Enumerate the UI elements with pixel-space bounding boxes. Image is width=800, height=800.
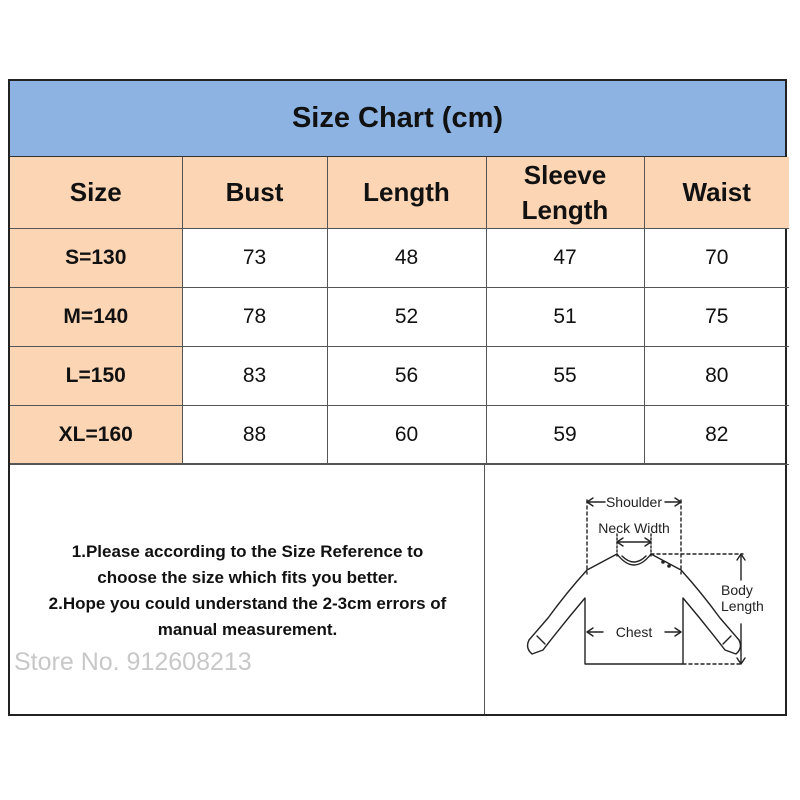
store-watermark: Store No. 912608213 [14,648,252,676]
label-length: Length [721,598,764,614]
bust-cell: 78 [182,288,327,347]
waist-cell: 80 [644,347,789,406]
table-row [10,347,789,406]
sleeve-cell: 59 [486,406,644,465]
bust-cell: 83 [182,347,327,406]
table-row [10,288,789,347]
header-size: Size [10,157,182,229]
size-cell: M=140 [10,288,182,347]
note-line: manual measurement. [157,620,338,639]
measurement-diagram [485,464,785,714]
sweater-diagram-svg [485,464,785,715]
sleeve-cell: 51 [486,288,644,347]
size-table [10,157,789,465]
length-cell: 52 [327,288,486,347]
label-body: Body [721,582,753,598]
size-chart [8,79,787,716]
chart-title: Size Chart (cm) [10,81,785,157]
length-cell: 60 [327,406,486,465]
size-cell: L=150 [10,347,182,406]
sweater-cuff-right [723,636,731,644]
label-shoulder: Shoulder [605,494,663,510]
note-line: 1.Please according to the Size Reference to [71,542,424,561]
note-line: choose the size which fits you better. [97,568,398,587]
sweater-outline [528,554,741,664]
header-sleeve-line1: Sleeve [523,159,607,190]
waist-cell: 70 [644,229,789,288]
header-waist: Waist [644,157,789,229]
waist-cell: 75 [644,288,789,347]
notes-panel [10,464,485,714]
size-notes [10,539,485,643]
label-neck-width: Neck Width [598,520,670,536]
bust-cell: 73 [182,229,327,288]
note-line: 2.Hope you could understand the 2-3cm errors of [48,594,447,613]
length-cell: 56 [327,347,486,406]
waist-cell: 82 [644,406,789,465]
sweater-collar-inner [622,556,646,562]
length-cell: 48 [327,229,486,288]
header-bust: Bust [182,157,327,229]
size-cell: S=130 [10,229,182,288]
size-cell: XL=160 [10,406,182,465]
sleeve-cell: 47 [486,229,644,288]
bottom-section [10,463,785,714]
header-length: Length [327,157,486,229]
header-sleeve-line2: Length [521,194,609,225]
header-row [10,157,789,229]
header-sleeve-length [486,157,644,229]
table-row [10,229,789,288]
table-row [10,406,789,465]
sleeve-cell: 55 [486,347,644,406]
label-chest: Chest [615,624,653,640]
bust-cell: 88 [182,406,327,465]
sweater-cuff-left [537,636,545,644]
